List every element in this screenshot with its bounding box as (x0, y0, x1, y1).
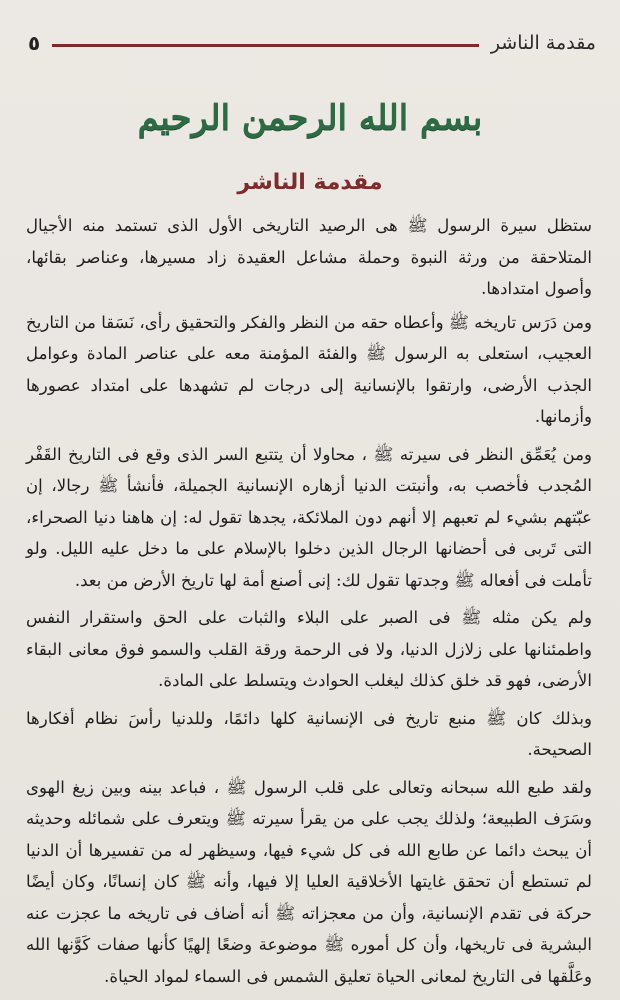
paragraph: ولقد طبع الله سبحانه وتعالى على قلب الرسول ﷺ ، فباعد بينه وبين زيغ الهوى وسَرَف الطبيعة؛ ولذلك يجب على من يقرأ سيرته ﷺ ويتعرف على شمائله وحديثه أن يبحث دائما عن طابع الله فى كل شيء فيها، وسيظهر له من تفسيرها أن الدنيا لم تستطع أن تحقق غايتها الأخلاقية العليا إلا فيها، وأنه ﷺ كان إنسانًا، وكان أيضًا حركة فى تقدم الإنسانية، وأن من معجزاته ﷺ أنه أضاف فى تاريخه ما عجزت عنه البشرية فى تاريخها، وأن كل أموره ﷺ موضوعة وضعًا إلهيًا كأنها صفات كَوَّنها الله وعَلَّقها فى التاريخ لمعانى الحياة تعليق الشمس فى السماء لمواد الحياة. (26, 777, 592, 986)
paragraph: ومن دَرَس تاريخه ﷺ وأعطاه حقه من النظر والفكر والتحقيق رأى، نَسَقا من التاريخ العجيب، استعلى به الرسول ﷺ والفئة المؤمنة معه على عناصر المادة وعوامل الجذب الأرضى، وارتقوا بالإنسانية إلى درجات لم تشهدها على امتداد عصورها وأزمانها. (26, 312, 592, 426)
paragraph: ولم يكن مثله ﷺ فى الصبر على البلاء والثبات على الحق واستقرار النفس واطمئنانها على زلازل الدنيا، ولا فى الرحمة ورقة القلب والسمو فوق معانى البقاء الأرضى، فهو قد خلق كذلك ليغلب الحوادث ويتسلط على المادة. (26, 608, 592, 690)
header-rule (52, 44, 479, 47)
running-header-title: مقدمة الناشر (490, 32, 596, 54)
running-header (28, 28, 596, 58)
body-text (26, 210, 592, 998)
paragraph: ستظل سيرة الرسول ﷺ هى الرصيد التاريخى الأول الذى تستمد منه الأجيال المتلاحقة من ورثة النبوة وحملة مشاعل العقيدة زاد مسيرها، وعناصر بقائها، وأصول امتدادها. (26, 216, 592, 298)
section-title: مقدمة الناشر (237, 170, 383, 195)
paragraph: وبذلك كان ﷺ منبع تاريخ فى الإنسانية كلها دائمًا، وللدنيا رأسَ نظام أفكارها الصحيحة. (26, 708, 592, 759)
paragraph: ومن يُعَمِّق النظر فى سيرته ﷺ ، محاولا أن يتتبع السر الذى وقع فى التاريخ القَفْر المُجدب فأخصب به، وأنبتت الدنيا أزهاره الإنسانية الجميلة، فأنشأ ﷺ رجالا، إن عبّتهم بشيء لم تعبهم إلا أنهم دون الملائكة، يجدها تقول له: إن هاهنا دنيا الصحراء، التى تَربى فى أحضانها الرجال الذين دخلوا بالإسلام على ما دخل عليه الليل. ولو تأملت فى أفعاله ﷺ وجدتها تقول لك: إنى أصنع أمة لها تاريخ الأرض من بعد. (26, 444, 592, 590)
basmala-calligraphy: بسم الله الرحمن الرحيم (137, 98, 483, 138)
page-number: ٥ (28, 31, 41, 55)
